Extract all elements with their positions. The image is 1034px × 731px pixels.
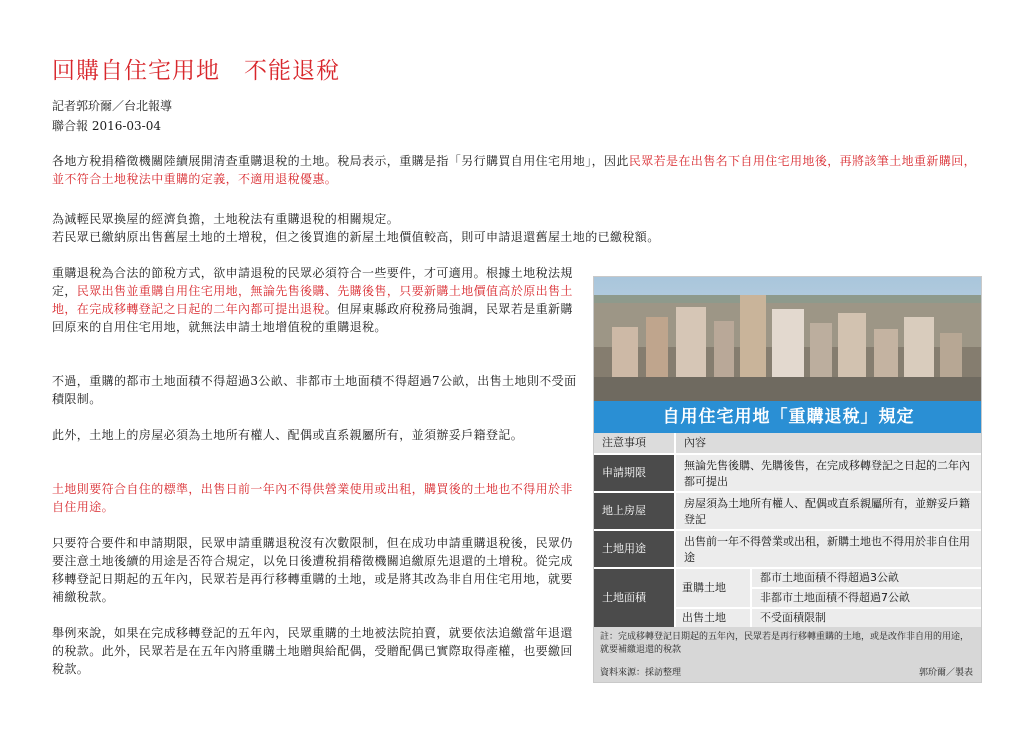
source-date: 聯合報 2016-03-04 (52, 119, 162, 133)
table-row (594, 531, 982, 567)
infographic-note (594, 627, 982, 683)
paragraph-1-text: 各地方稅捐稽徵機關陸續展開清查重購退稅的土地。稅局表示，重購是指「另行購買自用住宅用地」，因此 (52, 154, 629, 168)
paragraph-7: 土地則要符合自住的標準，出售日前一年內不得供營業使用或出租，購買後的土地也不得用於非自住用途。 (52, 482, 573, 514)
paragraph-4-highlight: 民眾出售並重購自用住宅用地，無論先售後購、先購後售，只要新購土地價值高於原出售土地，在完成移轉登記之日起的二年內都可提出退稅 (52, 284, 573, 316)
article-title: 回購自住宅用地 不能退稅 (52, 58, 340, 84)
paragraph-1 (52, 152, 982, 188)
data-source: 資料來源：採訪整理 (600, 668, 682, 678)
row-sublabel: 出售土地 (676, 609, 750, 627)
byline: 記者郭玠爾／台北報導 (52, 99, 173, 113)
row-subtext: 都市土地面積不得超過3公畝 (752, 569, 982, 587)
row-label: 地上房屋 (594, 493, 674, 529)
paragraph-1-highlight: 民眾若是在出售名下自用住宅用地後，再將該筆土地重新購回，並不符合土地稅法中重購的定義，不適用退稅優惠。 (52, 154, 977, 186)
paragraph-4 (52, 264, 578, 336)
paragraph-8: 只要符合要件和申請期限，民眾申請重購退稅沒有次數限制，但在成功申請重購退稅後，民眾仍要注意土地後續的用途是否符合規定，以免日後遭稅捐稽徵機關追繳原先退還的土增稅。從完成移轉登記日期起的五年內，民眾若是再行移轉重購的土地，或是將其改為非自用住宅用地，就要補繳稅款。 (52, 536, 573, 604)
paragraph-3: 若民眾已繳納原出售舊屋土地的土增稅，但之後買進的新屋土地價值較高，則可申請退還舊屋土地的已繳稅額。 (52, 230, 660, 244)
city-skyline-photo (594, 277, 982, 401)
row-label: 申請期限 (594, 455, 674, 491)
paragraph-4-text: 重購退稅為合法的節稅方式，欲申請退稅的民眾必須符合一些要件，才可適用。根據土地稅法規定， (52, 266, 573, 298)
row-label: 土地用途 (594, 531, 674, 567)
table-row (594, 493, 982, 529)
infographic (593, 276, 982, 683)
table-header (594, 433, 982, 453)
article-meta (52, 96, 172, 136)
header-item: 注意事項 (594, 433, 674, 453)
paragraph-5: 不過，重購的都市土地面積不得超過3公畝、非都市土地面積不得超過7公畝，出售土地則不受面積限制。 (52, 374, 577, 406)
infographic-banner: 自用住宅用地「重購退稅」規定 (594, 401, 982, 433)
paragraph-4-tail: 。但屏東縣政府稅務局強調，民眾若是重新購回原來的自用住宅用地，就無法申請土地增值稅的重購退稅。 (52, 302, 573, 334)
table-row (594, 455, 982, 491)
table-row (594, 569, 982, 627)
paragraph-9: 舉例來說，如果在完成移轉登記的五年內，民眾重購的土地被法院拍賣，就要依法追繳當年退還的稅款。此外，民眾若是在五年內將重購土地贈與給配偶，受贈配偶已實際取得產權，也要繳回稅款。 (52, 626, 573, 676)
paragraph-6: 此外，土地上的房屋必須為土地所有權人、配偶或直系親屬所有，並須辦妥戶籍登記。 (52, 428, 524, 442)
paragraph-2: 為減輕民眾換屋的經濟負擔，土地稅法有重購退稅的相關規定。 (52, 212, 400, 226)
row-subtext: 不受面積限制 (752, 609, 982, 627)
table-credit: 郭玠爾／製表 (918, 668, 973, 678)
row-label: 土地面積 (594, 569, 674, 627)
row-text: 房屋須為土地所有權人、配偶或直系親屬所有，並辦妥戶籍登記 (676, 493, 982, 529)
row-sublabel: 重購土地 (676, 569, 750, 607)
row-text: 無論先售後購、先購後售，在完成移轉登記之日起的二年內都可提出 (676, 455, 982, 491)
row-subtext: 非都市土地面積不得超過7公畝 (752, 589, 982, 607)
note-text: 註：完成移轉登記日期起的五年內，民眾若是再行移轉重購的土地，或是改作非自用的用途，就要補繳退還的稅款 (600, 632, 970, 655)
header-content: 內容 (676, 433, 982, 453)
row-text: 出售前一年不得營業或出租，新購土地也不得用於非自住用途 (676, 531, 982, 567)
